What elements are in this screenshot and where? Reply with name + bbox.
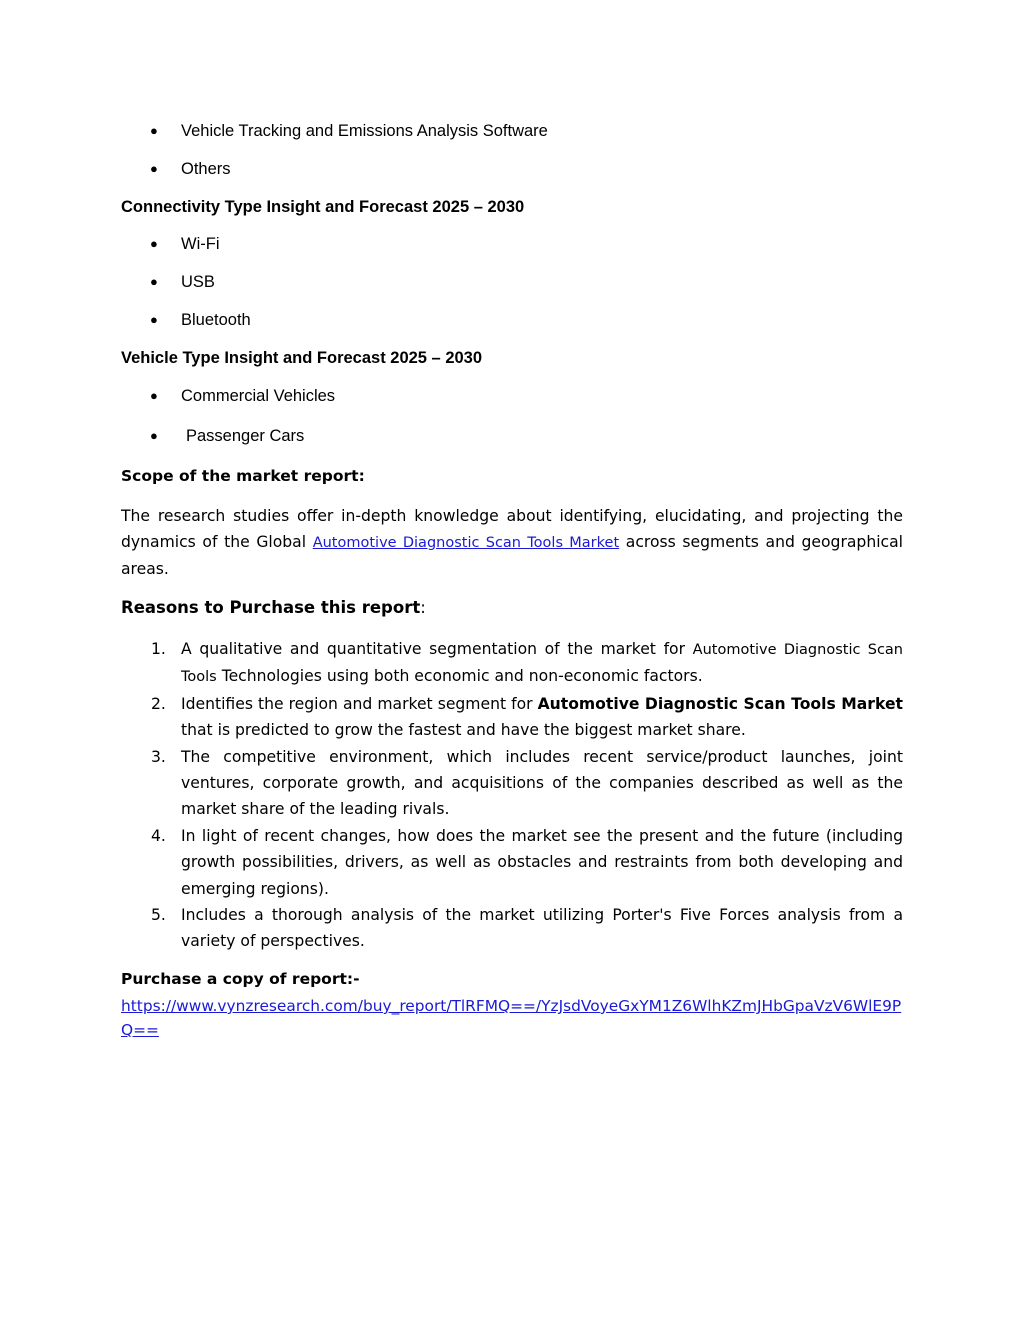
reason-text: that is predicted to grow the fastest and have the biggest market share.: [181, 721, 746, 740]
section-heading-connectivity: Connectivity Type Insight and Forecast 2025 – 2030: [121, 198, 525, 216]
market-link[interactable]: Automotive Diagnostic Scan Tools Market: [312, 535, 620, 551]
section-heading-vehicle: Vehicle Type Insight and Forecast 2025 – 2030: [121, 349, 483, 367]
reason-brand-text: Automotive Diagnostic Scan Tools: [181, 642, 903, 686]
list-number: 5.: [151, 906, 166, 925]
reason-text: In light of recent changes, how does the market see the present and the future (including growth possibilities, drivers, as well as obstacles and restraints from both developing and emerging regions).: [181, 826, 903, 898]
list-item-text: Commercial Vehicles: [181, 387, 336, 405]
list-number: 2.: [151, 694, 166, 713]
list-item-text: Others: [181, 160, 231, 178]
bullet-icon: ●: [150, 312, 158, 327]
reason-text: Technologies using both economic and non-economic factors.: [216, 667, 703, 686]
bullet-icon: ●: [150, 428, 158, 443]
purchase-link[interactable]: https://www.vynzresearch.com/buy_report/TlRFMQ==/YzJsdVoyeGxYM1Z6WlhKZmJHbGpaVzV6WlE9PQ==: [121, 997, 902, 1039]
list-number: 3.: [151, 747, 166, 766]
list-item: [121, 636, 903, 691]
list-item-text: Vehicle Tracking and Emissions Analysis Software: [181, 122, 548, 140]
reason-text: Identifies the region and market segment for: [181, 694, 538, 713]
scope-paragraph: [121, 503, 903, 582]
reason-text: A qualitative and quantitative segmentation of the market for: [181, 640, 693, 658]
reasons-list: [121, 636, 903, 955]
reasons-heading-colon: :: [420, 598, 426, 617]
reason-text: The competitive environment, which includes recent service/product launches, joint ventures, corporate growth, and acquisitions of the companies described as well as the market share of the leading rivals.: [181, 747, 903, 819]
bullet-icon: ●: [150, 161, 158, 176]
list-item-text: Passenger Cars: [186, 427, 305, 445]
list-item: [121, 691, 903, 744]
list-item: [121, 744, 903, 823]
section-heading-scope: Scope of the market report:: [121, 467, 365, 485]
bullet-icon: ●: [150, 388, 158, 403]
bullet-icon: ●: [150, 123, 158, 138]
bullet-icon: ●: [150, 236, 158, 251]
bullet-icon: ●: [150, 274, 158, 289]
list-item-text: Bluetooth: [181, 311, 251, 329]
reason-text: Includes a thorough analysis of the market utilizing Porter's Five Forces analysis from a variety of perspectives.: [181, 906, 903, 951]
list-item: [121, 823, 903, 902]
section-heading-purchase: Purchase a copy of report:-: [121, 970, 360, 988]
list-number: 4.: [151, 826, 166, 845]
reason-bold-text: Automotive Diagnostic Scan Tools Market: [537, 694, 903, 713]
list-item: [121, 902, 903, 955]
scope-text: The research studies offer in-depth knowledge about identifying, elucidating, and projecting the dynamics of the Global: [121, 507, 903, 551]
list-number: 1.: [151, 640, 166, 658]
section-heading-reasons: [121, 598, 426, 618]
reasons-heading-text: Reasons to Purchase this report: [121, 598, 421, 617]
scope-text: across segments and geographical areas.: [121, 533, 904, 578]
list-item-text: Wi-Fi: [181, 235, 220, 253]
list-item-text: USB: [181, 273, 215, 291]
